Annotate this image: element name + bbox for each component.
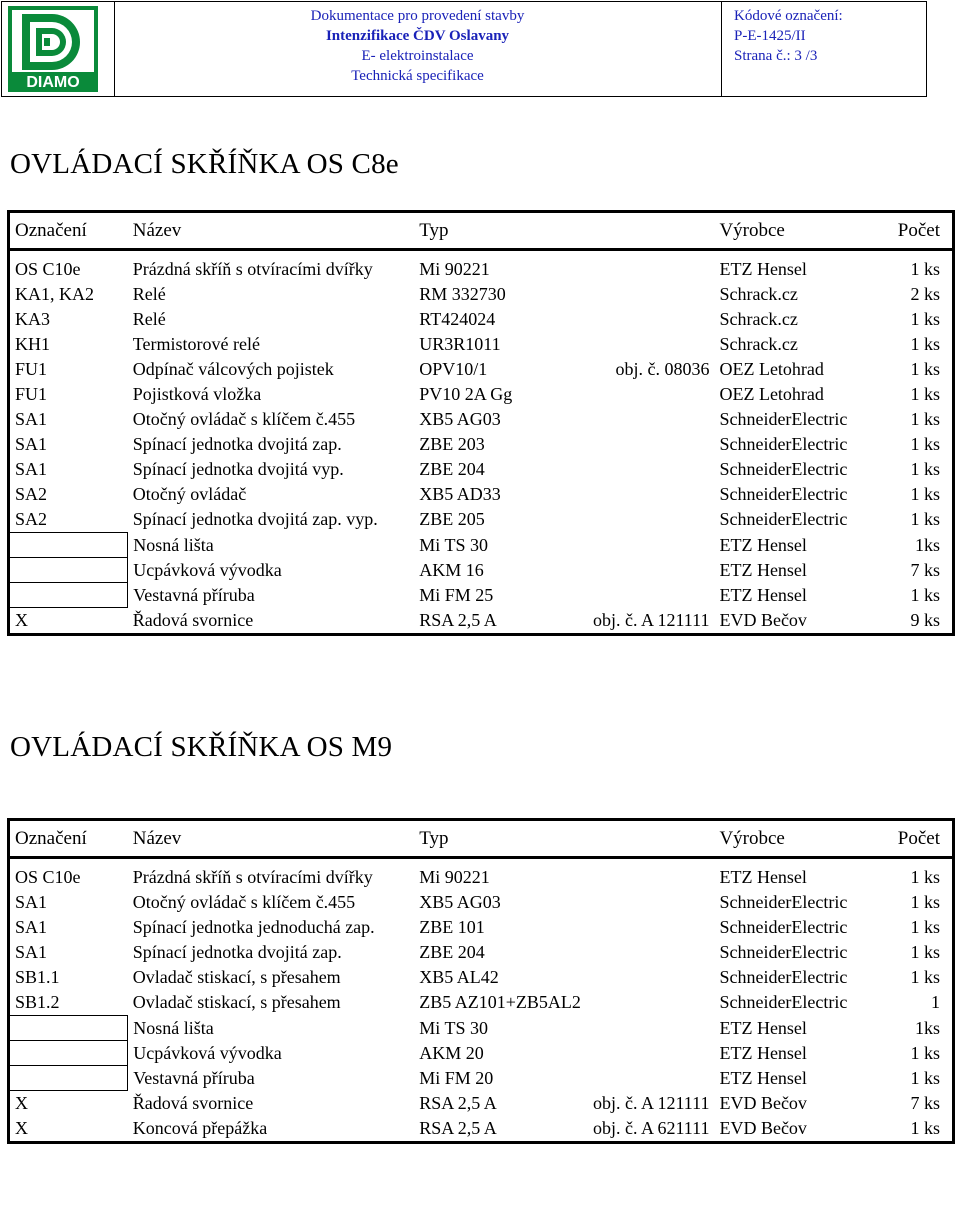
- cell-designation: SA1: [15, 892, 48, 912]
- cell-designation: FU1: [15, 384, 48, 404]
- cell-type: [414, 1016, 714, 1041]
- cell-name: Spínací jednotka dvojitá zap.: [132, 434, 342, 454]
- column-header: Typ: [414, 820, 714, 858]
- cell-designation: [9, 583, 128, 608]
- cell-designation: X: [15, 610, 28, 630]
- table-row: [9, 890, 954, 915]
- column-header: Výrobce: [714, 212, 876, 250]
- type-code: AKM 16: [419, 559, 484, 580]
- cell-manufacturer: SchneiderElectric: [719, 967, 848, 987]
- cell-name: Prázdná skříň s otvíracími dvířky: [132, 259, 373, 279]
- cell-name: Spínací jednotka jednoduchá zap.: [132, 917, 375, 937]
- document-header: [1, 1, 927, 97]
- cell-designation: OS C10e: [15, 259, 81, 279]
- cell-manufacturer: EVD Bečov: [719, 609, 807, 630]
- table-row: [9, 1091, 954, 1117]
- cell-name: Prázdná skříň s otvíracími dvířky: [132, 867, 373, 887]
- cell-manufacturer: SchneiderElectric: [719, 434, 848, 454]
- type-code: UR3R1011: [419, 334, 501, 354]
- cell-quantity: 7 ks: [910, 559, 940, 580]
- type-code: Mi TS 30: [419, 534, 488, 555]
- cell-name: Odpínač válcových pojistek: [132, 359, 334, 379]
- cell-manufacturer: ETZ Hensel: [719, 1017, 807, 1038]
- cell-quantity: 1 ks: [910, 509, 940, 529]
- table-row: [9, 1116, 954, 1143]
- table-row: [9, 990, 954, 1016]
- type-code: Mi TS 30: [419, 1017, 488, 1038]
- cell-designation: [9, 533, 128, 558]
- cell-manufacturer: OEZ Letohrad: [719, 384, 824, 404]
- cell-designation: FU1: [15, 359, 48, 379]
- cell-manufacturer: ETZ Hensel: [719, 867, 807, 887]
- cell-type: [414, 357, 714, 382]
- cell-name: Pojistková vložka: [132, 384, 262, 404]
- order-number: obj. č. A 121111: [592, 1092, 710, 1113]
- type-code: ZBE 204: [419, 459, 485, 479]
- cell-manufacturer: SchneiderElectric: [719, 509, 848, 529]
- cell-manufacturer: SchneiderElectric: [719, 917, 848, 937]
- type-code: OPV10/1: [419, 359, 488, 379]
- cell-manufacturer: EVD Bečov: [719, 1118, 807, 1138]
- type-code: Mi 90221: [419, 259, 490, 279]
- column-header: Název: [128, 212, 415, 250]
- cell-designation: SA1: [15, 942, 48, 962]
- cell-quantity: 2 ks: [910, 284, 940, 304]
- cell-manufacturer: SchneiderElectric: [719, 942, 848, 962]
- table-row: [9, 1016, 954, 1041]
- cell-designation: SA2: [15, 509, 48, 529]
- column-header: Název: [128, 820, 415, 858]
- type-code: Mi FM 20: [419, 1067, 494, 1088]
- order-number: obj. č. A 621111: [592, 1118, 710, 1138]
- cell-designation: X: [15, 1093, 28, 1113]
- header-code-block: [722, 2, 926, 96]
- type-code: RSA 2,5 A: [419, 609, 497, 630]
- column-header: Označení: [9, 820, 128, 858]
- table-row: [9, 940, 954, 965]
- header-line-4: Technická specifikace: [351, 68, 484, 84]
- table-row: [9, 608, 954, 635]
- table-row: [9, 457, 954, 482]
- cell-name: Spínací jednotka dvojitá vyp.: [132, 459, 344, 479]
- cell-name: Otočný ovládač s klíčem č.455: [132, 892, 356, 912]
- cell-designation: SB1.2: [15, 992, 60, 1012]
- cell-type: [414, 915, 714, 940]
- type-code: Mi 90221: [419, 867, 490, 887]
- cell-quantity: 1 ks: [910, 917, 940, 937]
- cell-manufacturer: ETZ Hensel: [719, 1042, 807, 1063]
- cell-designation: [9, 558, 128, 583]
- cell-quantity: 1 ks: [910, 1067, 940, 1088]
- cell-quantity: 1 ks: [910, 459, 940, 479]
- cell-type: [414, 533, 714, 558]
- cell-name: Vestavná příruba: [133, 1067, 255, 1088]
- cell-name: Relé: [132, 309, 166, 329]
- cell-manufacturer: ETZ Hensel: [719, 559, 807, 580]
- cell-quantity: 1ks: [914, 534, 940, 555]
- cell-designation: OS C10e: [15, 867, 81, 887]
- table-row: [9, 507, 954, 533]
- table-row: [9, 307, 954, 332]
- cell-manufacturer: SchneiderElectric: [719, 484, 848, 504]
- logo-cell: [2, 2, 115, 96]
- code-label: Kódové označení:: [734, 8, 843, 24]
- cell-type: [414, 482, 714, 507]
- column-header: Výrobce: [714, 820, 876, 858]
- column-header: Označení: [9, 212, 128, 250]
- cell-type: [414, 282, 714, 307]
- cell-quantity: 1 ks: [910, 434, 940, 454]
- cell-name: Termistorové relé: [132, 334, 260, 354]
- cell-name: Vestavná příruba: [133, 584, 255, 605]
- header-line-3: E- elektroinstalace: [361, 48, 474, 64]
- cell-name: Koncová přepážka: [132, 1118, 268, 1138]
- column-header: Typ: [414, 212, 714, 250]
- order-number: obj. č. 08036: [615, 359, 710, 379]
- type-code: XB5 AG03: [419, 892, 501, 912]
- cell-designation: SA1: [15, 917, 48, 937]
- cell-manufacturer: EVD Bečov: [719, 1092, 807, 1113]
- cell-manufacturer: OEZ Letohrad: [719, 359, 824, 379]
- cell-type: [414, 990, 714, 1016]
- cell-type: [414, 407, 714, 432]
- table-row: [9, 250, 954, 283]
- cell-type: [414, 1116, 714, 1143]
- cell-name: Relé: [132, 284, 166, 304]
- cell-quantity: 1 ks: [910, 334, 940, 354]
- type-code: RT424024: [419, 309, 496, 329]
- type-code: RSA 2,5 A: [419, 1092, 497, 1113]
- cell-designation: SA2: [15, 484, 48, 504]
- cell-manufacturer: ETZ Hensel: [719, 1067, 807, 1088]
- cell-quantity: 9 ks: [910, 609, 940, 630]
- cell-name: Ucpávková vývodka: [133, 1042, 282, 1063]
- cell-type: [414, 250, 714, 283]
- cell-manufacturer: Schrack.cz: [719, 309, 798, 329]
- column-header: Počet: [876, 212, 953, 250]
- cell-quantity: 1 ks: [910, 484, 940, 504]
- table-row: [9, 282, 954, 307]
- cell-quantity: 1ks: [914, 1017, 940, 1038]
- cell-name: Spínací jednotka dvojitá zap. vyp.: [132, 509, 378, 529]
- table-row: [9, 1041, 954, 1066]
- cell-designation: X: [15, 1118, 28, 1138]
- cell-type: [414, 382, 714, 407]
- cell-name: Spínací jednotka dvojitá zap.: [132, 942, 342, 962]
- code-value: P-E-1425/II: [734, 28, 806, 44]
- cell-designation: KA1, KA2: [15, 284, 94, 304]
- cell-type: [414, 940, 714, 965]
- cell-manufacturer: ETZ Hensel: [719, 259, 807, 279]
- cell-designation: SA1: [15, 409, 48, 429]
- cell-manufacturer: ETZ Hensel: [719, 584, 807, 605]
- cell-manufacturer: ETZ Hensel: [719, 534, 807, 555]
- cell-quantity: 1 ks: [910, 1042, 940, 1063]
- type-code: Mi FM 25: [419, 584, 494, 605]
- section2-title: OVLÁDACÍ SKŘÍŇKA OS M9: [10, 731, 393, 763]
- cell-quantity: 1: [931, 992, 940, 1012]
- cell-type: [414, 608, 714, 635]
- section2-table: [7, 818, 955, 1144]
- cell-type: [414, 1066, 714, 1091]
- cell-name: Otočný ovládač s klíčem č.455: [132, 409, 356, 429]
- cell-quantity: 1 ks: [910, 584, 940, 605]
- cell-designation: [9, 1066, 128, 1091]
- table-row: [9, 915, 954, 940]
- cell-type: [414, 890, 714, 915]
- cell-name: Nosná lišta: [133, 1017, 214, 1038]
- type-code: ZBE 203: [419, 434, 485, 454]
- cell-name: Ovladač stiskací, s přesahem: [132, 967, 341, 987]
- table-row: [9, 382, 954, 407]
- cell-quantity: 1 ks: [910, 309, 940, 329]
- section1-table: [7, 210, 955, 636]
- cell-quantity: 1 ks: [910, 384, 940, 404]
- table-row: [9, 357, 954, 382]
- type-code: PV10 2A Gg: [419, 384, 513, 404]
- type-code: XB5 AL42: [419, 967, 499, 987]
- cell-quantity: 7 ks: [910, 1092, 940, 1113]
- section1-title: OVLÁDACÍ SKŘÍŇKA OS C8e: [10, 148, 399, 180]
- cell-type: [414, 1091, 714, 1117]
- table-row: [9, 558, 954, 583]
- cell-quantity: 1 ks: [910, 967, 940, 987]
- cell-name: Ucpávková vývodka: [133, 559, 282, 580]
- table-row: [9, 482, 954, 507]
- cell-manufacturer: SchneiderElectric: [719, 892, 848, 912]
- cell-manufacturer: SchneiderElectric: [719, 409, 848, 429]
- cell-name: Nosná lišta: [133, 534, 214, 555]
- cell-name: Otočný ovládač: [132, 484, 247, 504]
- page-number: Strana č.: 3 /3: [734, 48, 818, 64]
- cell-quantity: 1 ks: [910, 1118, 940, 1138]
- cell-type: [414, 307, 714, 332]
- cell-quantity: 1 ks: [910, 259, 940, 279]
- type-code: ZBE 101: [419, 917, 485, 937]
- cell-name: Řadová svornice: [132, 609, 254, 630]
- cell-type: [414, 432, 714, 457]
- type-code: AKM 20: [419, 1042, 484, 1063]
- header-line-1: Dokumentace pro provedení stavby: [310, 8, 525, 24]
- cell-manufacturer: Schrack.cz: [719, 284, 798, 304]
- table-row: [9, 583, 954, 608]
- type-code: ZBE 204: [419, 942, 485, 962]
- type-code: RM 332730: [419, 284, 506, 304]
- type-code: ZB5 AZ101+ZB5AL2: [419, 992, 581, 1012]
- header-title-block: [114, 2, 722, 96]
- cell-designation: [9, 1041, 128, 1066]
- type-code: XB5 AD33: [419, 484, 501, 504]
- table-row: [9, 533, 954, 558]
- cell-designation: SA1: [15, 459, 48, 479]
- cell-designation: KA3: [15, 309, 50, 329]
- cell-quantity: 1 ks: [910, 942, 940, 962]
- order-number: obj. č. A 121111: [592, 609, 710, 630]
- logo-text: DIAMO: [26, 74, 80, 91]
- cell-name: Řadová svornice: [132, 1092, 254, 1113]
- diamo-logo: [8, 6, 98, 92]
- cell-designation: [9, 1016, 128, 1041]
- cell-type: [414, 1041, 714, 1066]
- cell-type: [414, 583, 714, 608]
- cell-type: [414, 507, 714, 533]
- cell-type: [414, 558, 714, 583]
- cell-type: [414, 965, 714, 990]
- table-row: [9, 1066, 954, 1091]
- header-line-2: Intenzifikace ČDV Oslavany: [325, 28, 510, 44]
- cell-manufacturer: SchneiderElectric: [719, 992, 848, 1012]
- cell-quantity: 1 ks: [910, 892, 940, 912]
- cell-designation: SA1: [15, 434, 48, 454]
- table-row: [9, 432, 954, 457]
- cell-quantity: 1 ks: [910, 867, 940, 887]
- table-row: [9, 965, 954, 990]
- cell-type: [414, 457, 714, 482]
- table-row: [9, 858, 954, 891]
- cell-designation: KH1: [15, 334, 50, 354]
- cell-quantity: 1 ks: [910, 359, 940, 379]
- cell-quantity: 1 ks: [910, 409, 940, 429]
- type-code: RSA 2,5 A: [419, 1118, 497, 1138]
- cell-type: [414, 332, 714, 357]
- type-code: XB5 AG03: [419, 409, 501, 429]
- cell-manufacturer: Schrack.cz: [719, 334, 798, 354]
- column-header: Počet: [876, 820, 953, 858]
- cell-name: Ovladač stiskací, s přesahem: [132, 992, 341, 1012]
- cell-designation: SB1.1: [15, 967, 60, 987]
- cell-manufacturer: SchneiderElectric: [719, 459, 848, 479]
- type-code: ZBE 205: [419, 509, 485, 529]
- table-row: [9, 407, 954, 432]
- table-row: [9, 332, 954, 357]
- cell-type: [414, 858, 714, 891]
